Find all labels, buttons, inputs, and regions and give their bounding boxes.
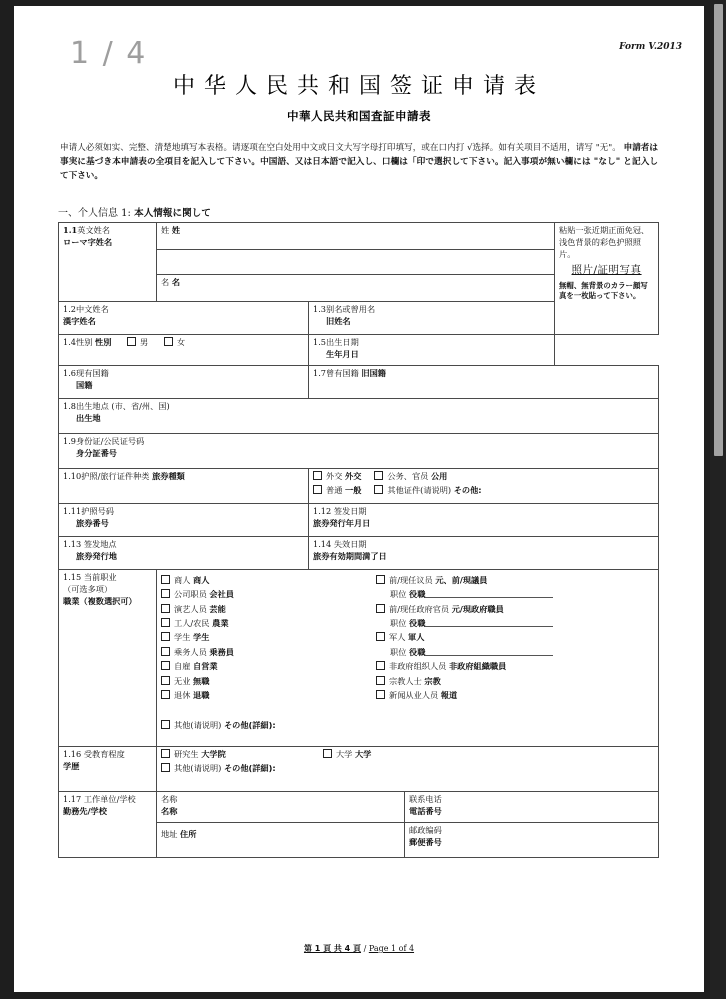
field-ja-1-1: ローマ字姓名 [63,236,113,247]
field-number-1-1: 1.1 [63,224,78,235]
passport-service-cn: 公务、官员 [387,470,429,481]
education-row-1 [161,749,654,761]
cell-field-1-8[interactable] [59,398,659,433]
edu-graduate-cn: 研究生 [174,748,199,759]
checkbox-occ-other[interactable] [161,720,654,732]
occ-media-ja: 報道 [440,689,458,700]
occ-ngo-ja: 非政府組織職員 [448,661,507,672]
field-number-1-6: 1.6 [63,367,77,378]
occ-merchant-cn: 商人 [174,574,191,585]
field-number-1-9: 1.9 [63,435,77,446]
checkbox-passport-diplomatic[interactable] [313,471,361,481]
checkbox-icon[interactable] [376,632,385,641]
field-cn-1-3: 别名或曾用名 [326,303,376,314]
checkbox-occ-ngo[interactable] [376,661,631,673]
checkbox-icon[interactable] [164,337,173,346]
rank-military-cn: 职位 [390,646,407,657]
gender-female-label: 女 [176,336,186,347]
occ-religious-ja: 宗教 [424,675,441,686]
cell-field-1-17 [59,791,157,857]
occ-legislator-cn: 前/现任议员 [389,574,433,585]
field-number-1-17: 1.17 [63,793,82,804]
field-cn-1-11: 护照号码 [81,505,114,516]
given-name-label-ja: 名 [171,276,181,287]
cell-field-1-14[interactable] [309,536,659,569]
field-cn-1-16: 受教育程度 [83,748,125,759]
table-row [59,468,659,503]
field-ja-1-8: 出生地 [76,412,101,423]
document-page [14,6,704,992]
field-number-1-10: 1.10 [63,470,82,481]
checkbox-icon[interactable] [376,575,385,584]
rank-field-military[interactable] [376,647,631,659]
checkbox-icon[interactable] [161,647,170,656]
table-row [59,365,659,398]
cell-given-name[interactable] [157,274,555,301]
field-ja-1-13: 旅券発行地 [76,550,117,561]
workplace-address-ja: 住所 [180,828,197,839]
field-cn-1-12: 签发日期 [333,505,367,516]
occ-ngo-cn: 非政府组织人员 [389,661,447,672]
cell-workplace-name[interactable] [157,791,405,822]
page-title: 中华人民共和国签证申请表 [172,74,545,99]
table-row [59,334,659,365]
field-ja-1-3: 旧姓名 [326,315,351,326]
field-number-1-8: 1.8 [63,400,77,411]
field-ja-1-2: 漢字姓名 [63,315,96,326]
cell-field-1-2[interactable] [59,301,309,334]
occ-unemployed-ja: 無職 [193,675,210,686]
rank-legislator-input[interactable] [425,589,553,598]
given-name-label-cn: 名 [161,276,170,287]
occ-crew-ja: 乗務員 [209,646,234,657]
occ-self-employed-cn: 自雇 [174,661,191,672]
occ-company-employee-cn: 公司职员 [174,589,207,600]
checkbox-icon[interactable] [161,720,170,729]
edu-graduate-ja: 大学院 [201,748,226,759]
occ-media-cn: 新闻从业人员 [389,689,439,700]
cell-field-1-10 [59,468,309,503]
workplace-address-cn: 地址 [161,828,178,839]
workplace-phone-cn: 联系电话 [409,793,442,804]
checkbox-icon[interactable] [161,690,170,699]
checkbox-passport-other[interactable] [374,485,481,495]
field-ja-1-14: 旅券有効期間満了日 [313,550,387,561]
cell-field-1-11[interactable] [59,503,309,536]
occ-entertainer-cn: 演艺人员 [174,603,207,614]
occ-worker-farmer-cn: 工人/农民 [174,617,210,628]
checkbox-occ-self-employed[interactable] [161,661,376,673]
checkbox-icon[interactable] [161,676,170,685]
table-row [59,433,659,468]
field-number-1-5: 1.5 [313,336,327,347]
occ-government-official-ja: 元/現政府職員 [451,603,504,614]
occ-military-ja: 軍人 [408,632,425,643]
workplace-phone-ja: 電話番号 [409,805,442,816]
checkbox-occ-crew[interactable] [161,647,376,659]
field-ja-1-9: 身分証番号 [76,447,117,458]
checkbox-edu-other[interactable] [161,763,654,775]
checkbox-icon[interactable] [161,763,170,772]
checkbox-occ-company-employee[interactable] [161,589,376,601]
occ-student-ja: 学生 [193,632,210,643]
cell-field-1-9[interactable] [59,433,659,468]
field-ja-1-16: 学歴 [63,760,80,771]
field-cn-1-13: 签发地点 [83,538,117,549]
photo-title: 照片/証明写真 [571,264,642,277]
field-cn-1-17: 工作单位/学校 [83,793,136,804]
field-cn-1-5: 出生日期 [326,336,359,347]
occ-merchant-ja: 商人 [193,574,210,585]
checkbox-edu-graduate[interactable] [161,749,226,759]
table-row [59,569,659,746]
field-cn-1-14: 失效日期 [333,538,367,549]
rank-legislator-ja: 役職 [409,589,426,600]
checkbox-icon[interactable] [313,471,322,480]
passport-diplomatic-cn: 外交 [326,470,343,481]
field-number-1-16: 1.16 [63,748,82,759]
passport-ordinary-ja: 一般 [345,485,362,496]
cell-passport-type-options [309,468,659,503]
field-number-1-2: 1.2 [63,303,77,314]
field-cn-1-1: 英文姓名 [77,224,111,235]
field-number-1-4: 1.4 [63,336,77,347]
occupation-right-column [376,575,631,705]
table-row [59,746,659,791]
passport-ordinary-cn: 普通 [326,485,343,496]
checkbox-occ-student[interactable] [161,632,376,644]
field-ja-1-17: 勤務先/学校 [63,805,107,816]
field-ja-1-11: 旅券番号 [76,517,109,528]
cell-surname[interactable] [157,222,555,249]
rank-government-official-cn: 职位 [390,617,407,628]
field-number-1-12: 1.12 [313,505,332,516]
occ-religious-cn: 宗教人士 [389,675,422,686]
occ-crew-cn: 乘务人员 [174,646,207,657]
footer-en: Page 1 of 4 [368,944,415,953]
cell-workplace-address[interactable] [157,822,405,857]
field-ja-1-10: 旅券種類 [152,470,185,481]
table-row [59,398,659,433]
occ-retired-cn: 退休 [174,689,191,700]
edu-other-ja: その他(詳細): [223,763,276,774]
field-number-1-14: 1.14 [313,538,332,549]
checkbox-icon[interactable] [376,604,385,613]
rank-military-input[interactable] [425,647,553,656]
surname-label-ja: 姓 [171,224,181,235]
occ-company-employee-ja: 会社員 [209,589,234,600]
workplace-zip-cn: 邮政编码 [409,824,442,835]
field-number-1-3: 1.3 [313,303,327,314]
form-version-label: Form V.2013 [619,42,682,52]
cell-field-1-12[interactable] [309,503,659,536]
checkbox-icon[interactable] [161,589,170,598]
footer-cn: 第 1 頁 共 4 頁 [303,944,362,953]
checkbox-occ-legislator[interactable] [376,575,631,587]
checkbox-icon[interactable] [376,661,385,670]
cell-field-1-3[interactable] [309,301,555,334]
checkbox-occ-media[interactable] [376,690,631,702]
field-ja-1-5: 生年月日 [326,348,359,359]
rank-field-legislator[interactable] [376,589,631,601]
cell-label-1-1 [59,222,157,301]
instructions-ja: 申請者は事実に基づき本申請表の全項目を記入して下さい。中国語、又は日本語で記入し、口欄は「印で選択して下さい。記入事項が無い欄には "なし" と記入して下さい。 [60,143,658,181]
rank-government-official-ja: 役職 [409,617,426,628]
photo-note-cn: 粘贴一张近期正面免冠、浅色背景的彩色护照照片。 [559,224,650,259]
section-heading-cn: 一、个人信息 1: [58,207,131,219]
cell-workplace-zip[interactable] [405,822,659,857]
vertical-scrollbar[interactable] [710,0,726,999]
field-cn-1-15: 当前职业 [83,571,117,582]
occupation-left-column [161,575,376,705]
occ-other-ja: その他(詳細): [223,720,276,731]
checkbox-passport-service[interactable] [374,471,447,481]
field-ja-1-15: 職業（複数選択可） [63,595,137,606]
table-row [59,222,659,249]
checkbox-occ-military[interactable] [376,632,631,644]
section-heading-personal-info [58,204,704,219]
checkbox-icon[interactable] [161,604,170,613]
field-ja-1-6: 国籍 [76,379,93,390]
page-indicator: 1 / 4 [70,36,148,71]
cell-field-1-13[interactable] [59,536,309,569]
checkbox-icon[interactable] [161,749,170,758]
page-subtitle: 中華人民共和国査証申請表 [287,109,431,123]
field-ja-1-7: 旧国籍 [361,367,386,378]
table-row [59,503,659,536]
checkbox-icon[interactable] [376,676,385,685]
field-cn-1-8: 出生地点 (市、省/州、国) [76,400,170,411]
gender-male-label: 男 [140,336,149,347]
workplace-zip-ja: 郵便番号 [409,836,442,847]
field-cn-1-2: 中文姓名 [76,303,109,314]
occ-other-cn: 其他(请说明) [174,720,222,731]
cell-photo[interactable] [555,222,659,334]
occ-student-cn: 学生 [174,632,191,643]
field-cn2-1-15: （可选多项） [63,583,113,594]
cell-workplace-phone[interactable] [405,791,659,822]
rank-legislator-cn: 职位 [390,589,407,600]
checkbox-icon[interactable] [161,575,170,584]
checkbox-edu-university[interactable] [323,749,371,759]
field-cn-1-6: 现有国籍 [76,367,109,378]
rank-government-official-input[interactable] [425,618,553,627]
passport-other-cn: 其他证件(请说明) [387,485,452,496]
field-number-1-13: 1.13 [63,538,82,549]
occ-entertainer-ja: 芸能 [209,603,226,614]
table-row [59,791,659,822]
edu-other-cn: 其他(请说明) [174,763,222,774]
cell-field-1-6[interactable] [59,365,309,398]
surname-label-cn: 姓 [161,224,170,235]
cell-field-1-15 [59,569,157,746]
field-number-1-7: 1.7 [313,367,327,378]
passport-diplomatic-ja: 外交 [345,470,362,481]
field-cn-1-10: 护照/旅行证件种类 [81,470,150,481]
photo-note-ja: 無帽、無背景のカラー顔写真を一枚貼って下さい。 [559,280,648,301]
workplace-name-cn: 名称 [161,793,178,804]
cell-field-1-4 [59,334,309,365]
section-heading-ja: 本人情報に関して [134,207,211,219]
checkbox-occ-government-official[interactable] [376,604,631,616]
checkbox-occ-unemployed[interactable] [161,676,376,688]
checkbox-icon[interactable] [374,485,383,494]
workplace-name-ja: 名称 [161,805,178,816]
cell-surname-input[interactable] [157,249,555,274]
rank-field-government-official[interactable] [376,618,631,630]
field-cn-1-4: 性别 [76,336,93,347]
field-ja-1-12: 旅券発行年月日 [313,517,371,528]
footer-separator: / [363,944,367,953]
instructions-cn: 申请人必须如实、完整、清楚地填写本表格。请逐项在空白处用中文或日文大写字母打印填写，或在口内打 √选择。如有关项目不适用，请写 "无"。 [60,143,621,153]
checkbox-gender-female[interactable] [164,337,185,347]
field-number-1-15: 1.15 [63,571,82,582]
checkbox-icon[interactable] [161,632,170,641]
checkbox-icon[interactable] [323,749,332,758]
field-cn-1-9: 身份证/公民证号码 [76,435,145,446]
field-ja-1-4: 性別 [95,336,112,347]
rank-military-ja: 役職 [409,646,426,657]
passport-type-row-2 [313,485,654,497]
checkbox-occ-entertainer[interactable] [161,604,376,616]
checkbox-occ-retired[interactable] [161,690,376,702]
passport-service-ja: 公用 [430,470,448,481]
checkbox-passport-ordinary[interactable] [313,485,361,495]
occ-self-employed-ja: 自営業 [193,661,218,672]
occ-military-cn: 军人 [389,632,406,643]
occ-worker-farmer-ja: 農業 [212,617,229,628]
occ-unemployed-cn: 无业 [174,675,191,686]
table-row [59,536,659,569]
checkbox-icon[interactable] [313,485,322,494]
page-footer [14,943,704,954]
passport-type-row-1 [313,471,654,483]
cell-field-1-16 [59,746,157,791]
passport-other-ja: その他: [453,485,482,496]
edu-university-ja: 大学 [354,748,372,759]
instructions-paragraph [60,142,658,184]
cell-education-options [157,746,659,791]
edu-university-cn: 大学 [335,748,353,759]
occ-government-official-cn: 前/现任政府官员 [389,603,450,614]
scrollbar-thumb[interactable] [714,4,723,456]
occ-legislator-ja: 元、前/現議員 [435,574,488,585]
field-cn-1-7: 曾有国籍 [326,367,359,378]
cell-occupation-options [157,569,659,746]
checkbox-icon[interactable] [127,337,136,346]
checkbox-icon[interactable] [161,661,170,670]
checkbox-icon[interactable] [376,690,385,699]
checkbox-icon[interactable] [374,471,383,480]
checkbox-occ-religious[interactable] [376,676,631,688]
cell-field-1-5[interactable] [309,334,555,365]
checkbox-occ-merchant[interactable] [161,575,376,587]
visa-application-table [58,222,659,858]
checkbox-gender-male[interactable] [127,337,148,347]
checkbox-icon[interactable] [161,618,170,627]
cell-field-1-7[interactable] [309,365,659,398]
field-number-1-11: 1.11 [63,505,82,516]
checkbox-occ-worker-farmer[interactable] [161,618,376,630]
occ-retired-ja: 退職 [193,689,210,700]
